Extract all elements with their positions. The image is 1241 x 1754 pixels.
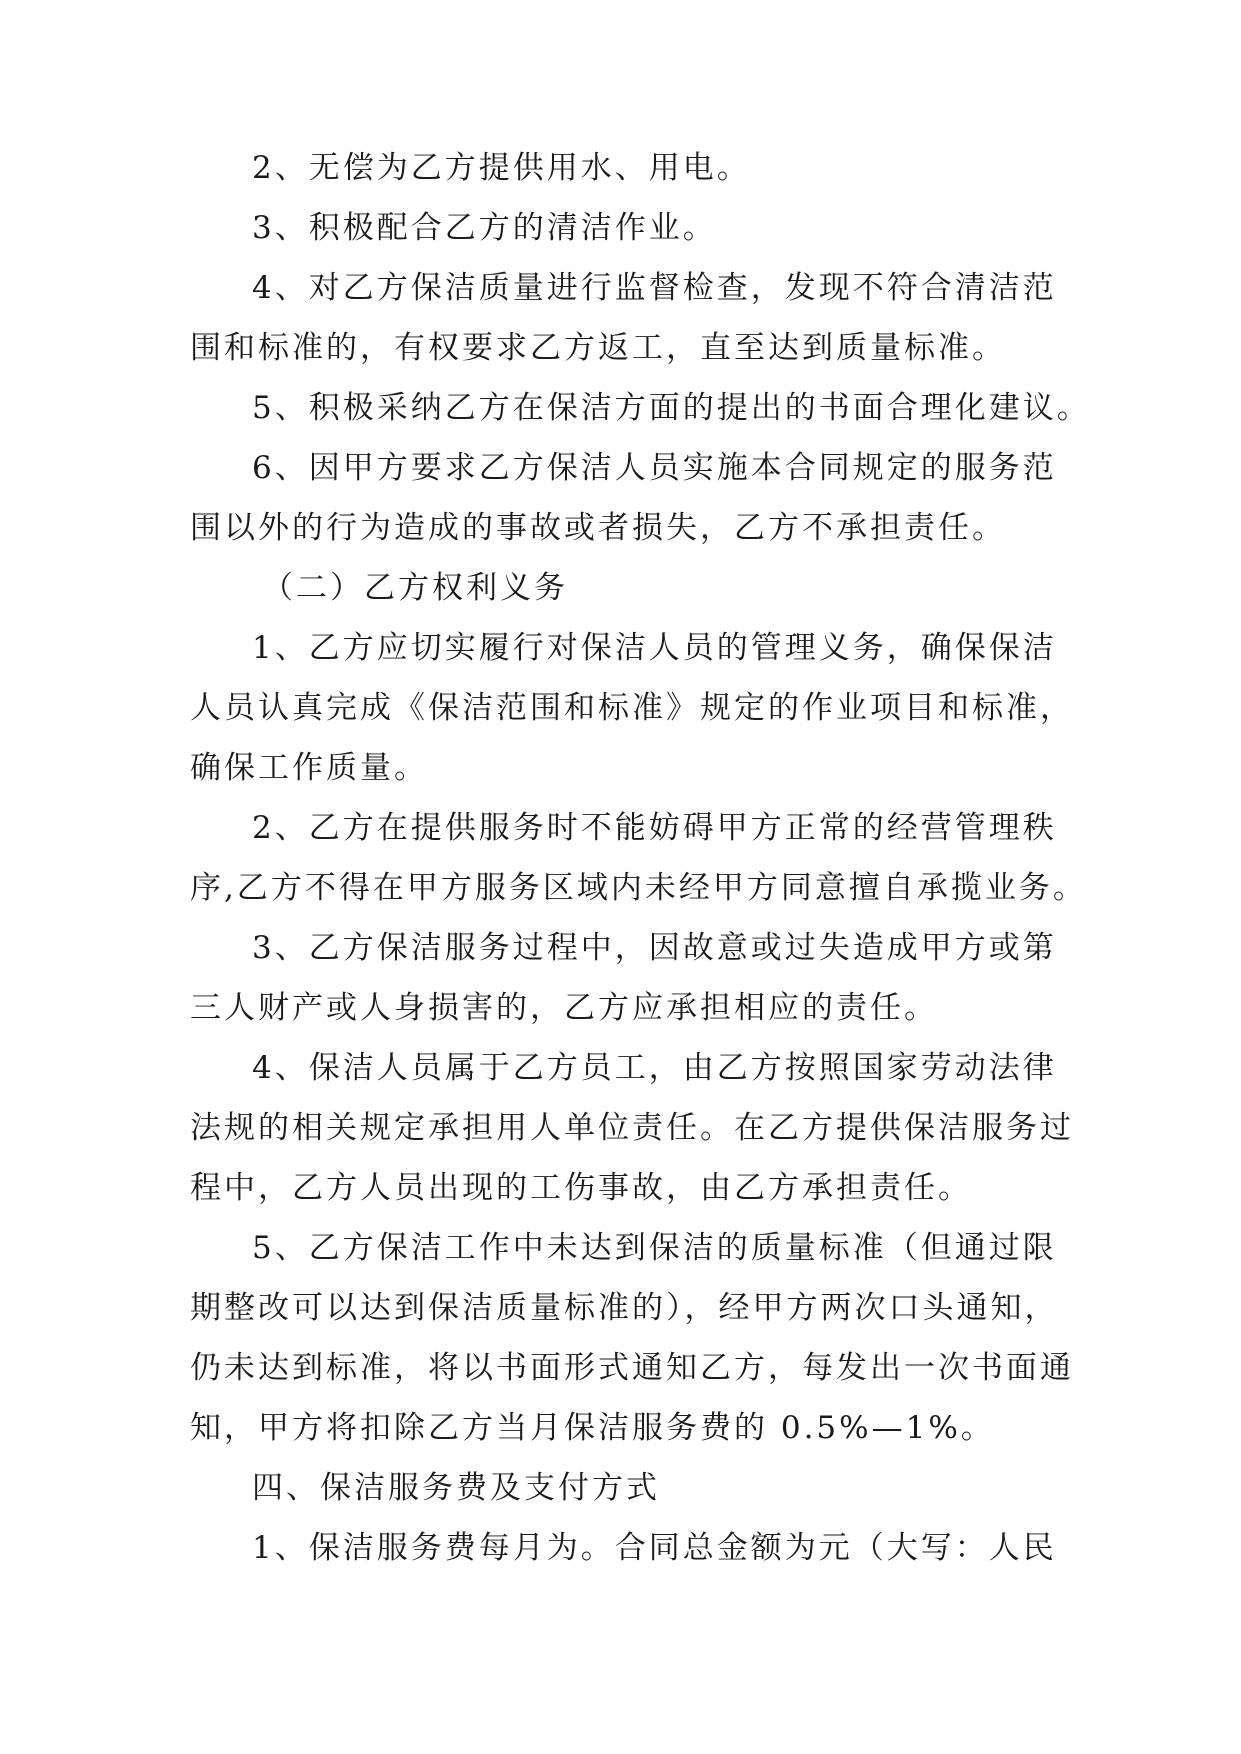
paragraph-line: 程中，乙方人员出现的工伤事故，由乙方承担责任。 bbox=[190, 1170, 972, 1206]
paragraph-line: 仍未达到标准，将以书面形式通知乙方，每发出一次书面通 bbox=[190, 1350, 1074, 1386]
paragraph-line: 围以外的行为造成的事故或者损失，乙方不承担责任。 bbox=[190, 510, 1006, 546]
paragraph-line: 序,乙方不得在甲方服务区域内未经甲方同意擅自承揽业务。 bbox=[190, 870, 1087, 906]
paragraph-line: 6、因甲方要求乙方保洁人员实施本合同规定的服务范 bbox=[252, 450, 1057, 486]
paragraph-line: 5、乙方保洁工作中未达到保洁的质量标准（但通过限 bbox=[252, 1230, 1057, 1266]
paragraph-line: 期整改可以达到保洁质量标准的），经甲方两次口头通知， bbox=[190, 1290, 1059, 1326]
paragraph-line: 三人财产或人身损害的，乙方应承担相应的责任。 bbox=[190, 990, 938, 1026]
paragraph-line: 2、乙方在提供服务时不能妨碍甲方正常的经营管理秩 bbox=[252, 810, 1057, 846]
paragraph-line: 人员认真完成《保洁范围和标准》规定的作业项目和标准， bbox=[190, 690, 1074, 726]
paragraph-line: 4、保洁人员属于乙方员工，由乙方按照国家劳动法律 bbox=[252, 1050, 1057, 1086]
paragraph-line: 围和标准的，有权要求乙方返工，直至达到质量标准。 bbox=[190, 330, 1006, 366]
paragraph-line: 1、乙方应切实履行对保洁人员的管理义务，确保保洁 bbox=[252, 630, 1057, 666]
paragraph-line: 确保工作质量。 bbox=[190, 750, 428, 786]
paragraph-line: 3、乙方保洁服务过程中，因故意或过失造成甲方或第 bbox=[252, 930, 1057, 966]
paragraph-line: 知，甲方将扣除乙方当月保洁服务费的 0.5%—1%。 bbox=[190, 1410, 995, 1446]
paragraph-line: 法规的相关规定承担用人单位责任。在乙方提供保洁服务过 bbox=[190, 1110, 1074, 1146]
paragraph-line: 2、无偿为乙方提供用水、用电。 bbox=[252, 150, 751, 186]
section-heading: 四、保洁服务费及支付方式 bbox=[252, 1470, 660, 1506]
paragraph-line: 1、保洁服务费每月为。合同总金额为元（大写：人民 bbox=[252, 1530, 1057, 1566]
paragraph-line: 5、积极采纳乙方在保洁方面的提出的书面合理化建议。 bbox=[252, 390, 1091, 426]
section-heading: （二）乙方权利义务 bbox=[262, 570, 568, 606]
paragraph-line: 4、对乙方保洁质量进行监督检查，发现不符合清洁范 bbox=[252, 270, 1057, 306]
paragraph-line: 3、积极配合乙方的清洁作业。 bbox=[252, 210, 717, 246]
